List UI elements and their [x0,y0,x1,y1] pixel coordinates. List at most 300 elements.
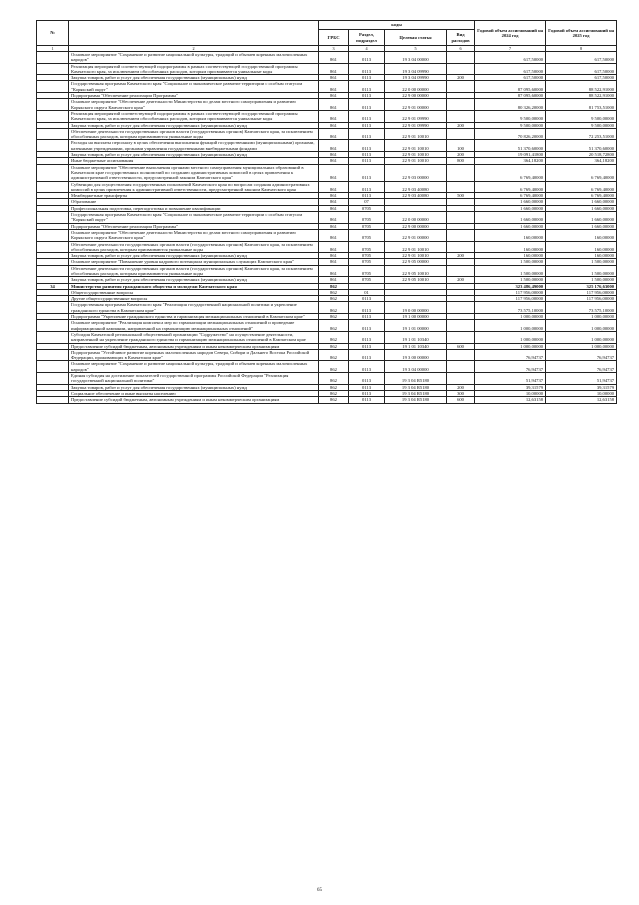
row-volume-2024: 117 956,00000 [475,296,546,302]
row-volume-2025: 1 000,00000 [546,314,617,320]
row-volume-2024: 1 000,00000 [475,331,546,343]
row-grbs: 861 [319,199,349,205]
row-kind [447,212,475,224]
row-volume-2025: 51 370,60000 [546,140,617,152]
table-row [37,99,617,111]
row-name: Основное мероприятие "Повышение уровня кадрового потенциала муниципальных служащих Камчатского края" [69,259,319,265]
row-section: 0113 [349,99,385,111]
row-volume-2025: 1 500,00000 [546,259,617,265]
row-kind [447,164,475,181]
table-row [37,212,617,224]
row-name: Реализация мероприятий соответствующей подпрограммы в рамках соответствующей государственной программы Камчатского края, за исключением обособленных расходов, которым присваиваются уникальные коды [69,110,319,122]
row-number [37,81,69,93]
row-name: Подпрограмма "Обеспечение реализации Программы" [69,223,319,229]
row-target: 22 9 01 09990 [385,122,447,128]
row-grbs: 861 [319,52,349,64]
table-row [37,229,617,241]
row-volume-2024: 6 769,40000 [475,193,546,199]
header-target: Целевая статья [385,30,447,46]
row-kind [447,99,475,111]
row-volume-2024: 1 500,00000 [475,259,546,265]
table-row [37,397,617,403]
row-section: 0113 [349,152,385,158]
row-volume-2024: 117 956,00000 [475,289,546,295]
row-volume-2025: 1 000,00000 [546,320,617,332]
row-section: 0113 [349,320,385,332]
column-number: 4 [349,46,385,52]
row-volume-2024: 1 000,00000 [475,320,546,332]
row-target: 22 9 01 09990 [385,110,447,122]
row-volume-2025: 617,50000 [546,52,617,64]
row-target: 19 1 01 10340 [385,343,447,349]
row-name: Общегосударственные вопросы [69,289,319,295]
row-section: 0113 [349,140,385,152]
row-name: Предоставление субсидий бюджетным, автономным учреждениям и иным некоммерческим организациям [69,397,319,403]
row-volume-2024: 1 500,00000 [475,277,546,283]
row-section: 0113 [349,52,385,64]
row-name: Закупка товаров, работ и услуг для обеспечения государственных (муниципальных) нужд [69,122,319,128]
table-row [37,128,617,140]
row-name: Основное мероприятие "Обеспечение деятельности Министерства по делам местного самоуправления и развитию Корякского округа Камчатского края" [69,229,319,241]
row-name: Основное мероприятие "Обеспечение выполнения органами местного самоуправления муниципальных образований в Камчатском крае государственных полномочий по созданию административных комиссий в целях привлечения к административной ответственности, предусмотренной законом Камчатского края" [69,164,319,181]
row-name: Подпрограмма "Укрепление гражданского единства и гармонизация межнациональных отношений в Камчатском крае" [69,314,319,320]
row-target: 19 3 00 00000 [385,349,447,361]
row-section: 0705 [349,241,385,253]
row-section: 0113 [349,158,385,164]
row-target: 19 3 04 00000 [385,361,447,373]
row-kind: 200 [447,253,475,259]
row-target: 22 9 03 40080 [385,181,447,193]
row-kind [447,110,475,122]
row-grbs: 861 [319,110,349,122]
row-section: 0113 [349,63,385,75]
row-target: 19 1 01 00000 [385,320,447,332]
header-kind: Вид расходов [447,30,475,46]
row-name: Основное мероприятие "Реализация комплекса мер по гармонизации межнациональных отношений и проведение информационной кампании, направленной на гармонизацию межнациональных отношений" [69,320,319,332]
row-section: 0705 [349,205,385,211]
row-kind: 200 [447,122,475,128]
row-section: 0705 [349,229,385,241]
row-grbs: 861 [319,140,349,152]
row-section: 0113 [349,181,385,193]
row-kind: 300 [447,390,475,396]
row-volume-2024: 87 095,60000 [475,93,546,99]
row-volume-2025: 1 000,00000 [546,331,617,343]
row-name: Другие общегосударственные вопросы [69,296,319,302]
row-number [37,302,69,314]
row-grbs: 861 [319,277,349,283]
row-target: 22 9 05 00000 [385,259,447,265]
table-header [37,21,617,52]
row-volume-2024: 6 769,40000 [475,164,546,181]
row-kind [447,128,475,140]
row-section: 0113 [349,384,385,390]
row-kind: 500 [447,193,475,199]
row-volume-2025: 81 753,51000 [546,99,617,111]
row-grbs: 861 [319,241,349,253]
row-number [37,164,69,181]
row-name: Закупка товаров, работ и услуг для обеспечения государственных (муниципальных) нужд [69,277,319,283]
table-row [37,320,617,332]
row-volume-2025: 72 253,51000 [546,128,617,140]
row-kind [447,302,475,314]
row-number [37,63,69,75]
row-target: 22 9 01 10010 [385,241,447,253]
page-number: 65 [317,888,322,893]
row-name: Основное мероприятие "Сохранение и развитие национальной культуры, традиций и обычаев коренных малочисленных народов" [69,52,319,64]
row-grbs: 861 [319,212,349,224]
row-volume-2025: 9 500,00000 [546,122,617,128]
row-volume-2024: 80 326,20000 [475,99,546,111]
row-grbs: 861 [319,229,349,241]
row-section: 0113 [349,81,385,93]
row-number [37,52,69,64]
row-kind: 600 [447,397,475,403]
row-number [37,265,69,277]
row-section: 0705 [349,223,385,229]
row-number [37,373,69,385]
row-target: 22 9 05 10010 [385,277,447,283]
row-target: 22 9 05 10010 [385,265,447,277]
row-target: 22 9 03 40080 [385,193,447,199]
row-target: 22 9 00 00000 [385,93,447,99]
row-kind: 600 [447,343,475,349]
row-grbs: 861 [319,181,349,193]
row-kind [447,81,475,93]
row-grbs: 862 [319,296,349,302]
row-volume-2025: 6 769,40000 [546,193,617,199]
row-number [37,140,69,152]
row-volume-2025: 76,94737 [546,361,617,373]
row-kind [447,52,475,64]
row-target: 22 0 00 00000 [385,81,447,93]
row-volume-2025: 1 660,00000 [546,223,617,229]
row-name: Основное мероприятие "Сохранение и развитие национальной культуры, традиций и обычаев коренных малочисленных народов" [69,361,319,373]
row-name: Закупка товаров, работ и услуг для обеспечения государственных (муниципальных) нужд [69,384,319,390]
row-name: Реализация мероприятий соответствующей подпрограммы в рамках соответствующей государственной программы Камчатского края, за исключением обособленных расходов, которым присваиваются уникальные коды [69,63,319,75]
row-volume-2025: 160,00000 [546,253,617,259]
row-volume-2024: 10,00000 [475,390,546,396]
row-target: 19 3 04 R5180 [385,390,447,396]
row-volume-2025: 6 769,40000 [546,181,617,193]
table-row [37,361,617,373]
row-kind [447,331,475,343]
row-section: 0113 [349,122,385,128]
row-section: 0113 [349,110,385,122]
row-name: Государственная программа Камчатского края "Социальное и экономическое развитие территории с особым статусом "Корякский округ" [69,212,319,224]
row-section: 0705 [349,212,385,224]
row-target: 22 9 01 00000 [385,99,447,111]
table-row [37,52,617,64]
row-number [37,397,69,403]
row-volume-2025: 1 000,00000 [546,343,617,349]
row-volume-2024: 1 660,00000 [475,205,546,211]
row-kind: 200 [447,75,475,81]
row-grbs: 861 [319,259,349,265]
row-kind: 200 [447,152,475,158]
row-volume-2024: 617,50000 [475,75,546,81]
row-section: 0113 [349,302,385,314]
row-kind: 200 [447,384,475,390]
row-kind [447,265,475,277]
row-volume-2025: 6 769,40000 [546,164,617,181]
table-row [37,331,617,343]
row-volume-2025: 617,50000 [546,75,617,81]
row-volume-2024: 9 500,00000 [475,110,546,122]
row-section: 0113 [349,93,385,99]
table-body [37,52,617,404]
row-volume-2024: 1 660,00000 [475,212,546,224]
row-name: Обеспечение деятельности государственных органов власти (государственных органов) Камчатского края, за исключением обособленных расходов, которым присваиваются уникальные коды [69,241,319,253]
row-name: Образование [69,199,319,205]
row-volume-2025: 39,31579 [546,384,617,390]
row-target: 19 3 04 00000 [385,52,447,64]
row-grbs: 862 [319,343,349,349]
row-volume-2025: 76,94737 [546,349,617,361]
row-volume-2024: 1 660,00000 [475,223,546,229]
row-volume-2025: 160,00000 [546,229,617,241]
row-grbs: 861 [319,223,349,229]
row-volume-2024: 76,94737 [475,349,546,361]
table-row [37,181,617,193]
row-grbs: 862 [319,283,349,289]
row-number [37,229,69,241]
row-number [37,110,69,122]
table-row [37,110,617,122]
column-number: 1 [37,46,69,52]
row-volume-2024: 160,00000 [475,241,546,253]
row-section: 0113 [349,349,385,361]
row-volume-2025: 117 956,00000 [546,296,617,302]
row-target: 19 3 04 09990 [385,63,447,75]
row-kind [447,229,475,241]
row-target: 19 1 00 00000 [385,314,447,320]
row-grbs: 861 [319,253,349,259]
row-number [37,99,69,111]
row-volume-2024: 1 660,00000 [475,199,546,205]
row-section: 0705 [349,265,385,277]
row-section: 0705 [349,253,385,259]
budget-table [36,20,617,404]
row-name: Обеспечение деятельности государственных органов власти (государственных органов) Камчатского края, за исключением обособленных расходов, которым присваиваются уникальные коды [69,128,319,140]
row-target: 22 0 00 00000 [385,212,447,224]
row-section: 0113 [349,164,385,181]
row-section: 0113 [349,343,385,349]
row-number: 34 [37,283,69,289]
row-section: 0113 [349,128,385,140]
row-number [37,128,69,140]
row-name: Обеспечение деятельности государственных органов власти (государственных органов) Камчатского края, за исключением обособленных расходов, которым присваиваются уникальные коды [69,265,319,277]
budget-table-sheet [36,20,616,404]
row-volume-2024: 6 769,40000 [475,181,546,193]
header-name [69,21,319,46]
row-number [37,181,69,193]
row-section: 01 [349,289,385,295]
row-section: 0705 [349,259,385,265]
row-section: 0705 [349,277,385,283]
row-name: Основное мероприятие "Обеспечение деятельности Министерства по делам местного самоуправления и развитию Корякского округа Камчатского края" [69,99,319,111]
column-number: 3 [319,46,349,52]
row-section: 0113 [349,331,385,343]
row-kind [447,361,475,373]
row-volume-2024: 617,50000 [475,52,546,64]
row-number [37,212,69,224]
header-codes: коды [319,21,475,30]
row-volume-2025: 617,50000 [546,63,617,75]
row-volume-2024: 1 500,00000 [475,265,546,277]
row-target: 22 9 01 10010 [385,253,447,259]
row-grbs: 861 [319,75,349,81]
row-grbs: 861 [319,265,349,277]
row-volume-2025: 88 522,91000 [546,93,617,99]
row-kind [447,181,475,193]
header-volume-2025: Годовой объем ассигнований на 2025 год [546,21,617,46]
row-volume-2025: 1 660,00000 [546,199,617,205]
row-name: Государственная программа Камчатского края "Реализация государственной национальной политики и укрепление гражданского единства в Камчатском крае" [69,302,319,314]
column-number: 2 [69,46,319,52]
row-volume-2024: 9 500,00000 [475,122,546,128]
row-number [37,361,69,373]
header-grbs: ГРБС [319,30,349,46]
row-target: 19 1 01 10340 [385,331,447,343]
row-volume-2025: 1 500,00000 [546,277,617,283]
row-kind [447,241,475,253]
row-volume-2025: 51,94737 [546,373,617,385]
row-volume-2025: 9 500,00000 [546,110,617,122]
row-name: Государственная программа Камчатского края "Социальное и экономическое развитие территории с особым статусом "Корякский округ" [69,81,319,93]
row-section: 0113 [349,390,385,396]
row-volume-2025: 117 956,00000 [546,289,617,295]
table-row [37,373,617,385]
table-row [37,302,617,314]
row-grbs: 862 [319,314,349,320]
row-volume-2024: 160,00000 [475,253,546,259]
row-target: 22 9 03 00000 [385,164,447,181]
row-name: Субсидия Камчатской региональной общественной организации "Содружество" на осуществление деятельности, направленной на укрепление гражданского единства и гармонизацию межнациональных отношений в Камчатском крае [69,331,319,343]
row-grbs: 862 [319,331,349,343]
row-grbs: 861 [319,152,349,158]
row-grbs: 862 [319,302,349,314]
header-volume-2024: Годовой объем ассигнований на 2024 год [475,21,546,46]
row-name: Закупка товаров, работ и услуг для обеспечения государственных (муниципальных) нужд [69,253,319,259]
row-volume-2024: 87 095,60000 [475,81,546,93]
table-row [37,265,617,277]
row-grbs: 861 [319,81,349,93]
row-grbs: 861 [319,193,349,199]
row-name: Подпрограмма "Устойчивое развитие коренных малочисленных народов Севера, Сибири и Дальнего Востока Российской Федерации, проживающих в Камчатском крае" [69,349,319,361]
row-section: 0113 [349,193,385,199]
row-volume-2024: 617,50000 [475,63,546,75]
row-grbs: 861 [319,93,349,99]
row-grbs: 862 [319,397,349,403]
row-volume-2024: 12,63158 [475,397,546,403]
row-kind [447,373,475,385]
row-number [37,320,69,332]
table-row [37,63,617,75]
row-target: 22 9 01 10010 [385,152,447,158]
row-kind [447,320,475,332]
row-section: 0113 [349,314,385,320]
row-target: 19 3 04 09990 [385,75,447,81]
row-volume-2025: 1 660,00000 [546,205,617,211]
row-volume-2025: 364,18200 [546,158,617,164]
row-section: 0113 [349,75,385,81]
row-volume-2024: 1 000,00000 [475,314,546,320]
row-volume-2024: 160,00000 [475,229,546,241]
column-number: 7 [475,46,546,52]
row-volume-2025: 20 518,72800 [546,152,617,158]
row-name: Единая субсидия на достижение показателей государственной программы Российской Федерации "Реализация государственной национальной политики" [69,373,319,385]
row-volume-2024: 73 575,10000 [475,302,546,314]
row-grbs: 862 [319,373,349,385]
row-number [37,241,69,253]
row-volume-2025: 10,00000 [546,390,617,396]
row-volume-2024: 323 486,49000 [475,283,546,289]
row-name: Министерство развития гражданского общества и молодежи Камчатского края [69,283,319,289]
row-name: Подпрограмма "Обеспечение реализации Программы" [69,93,319,99]
row-target: 22 9 01 00000 [385,229,447,241]
row-volume-2025: 325 176,63000 [546,283,617,289]
row-grbs: 862 [319,390,349,396]
header-section: Раздел, подраздел [349,30,385,46]
row-grbs: 861 [319,164,349,181]
row-kind: 200 [447,277,475,283]
row-name: Профессиональная подготовка, переподготовка и повышение квалификации [69,205,319,211]
row-kind [447,349,475,361]
row-grbs: 861 [319,158,349,164]
row-grbs: 861 [319,122,349,128]
row-number [37,331,69,343]
row-name: Иные бюджетные ассигнования [69,158,319,164]
row-volume-2024: 1 000,00000 [475,343,546,349]
row-section: 07 [349,199,385,205]
column-number: 6 [447,46,475,52]
row-name: Закупка товаров, работ и услуг для обеспечения государственных (муниципальных) нужд [69,75,319,81]
row-target: 22 9 01 10010 [385,140,447,152]
row-target: 19 3 04 R5180 [385,384,447,390]
row-kind: 100 [447,140,475,152]
row-volume-2024: 51,94737 [475,373,546,385]
row-volume-2024: 39,31579 [475,384,546,390]
row-grbs: 861 [319,205,349,211]
row-target: 19 3 04 R5180 [385,373,447,385]
row-name: Закупка товаров, работ и услуг для обеспечения государственных (муниципальных) нужд [69,152,319,158]
row-name: Межбюджетные трансферты [69,193,319,199]
row-target: 22 9 01 10010 [385,128,447,140]
row-volume-2025: 73 575,10000 [546,302,617,314]
table-row [37,164,617,181]
row-grbs: 861 [319,63,349,75]
row-section: 0113 [349,361,385,373]
header-number: № [37,21,69,46]
table-row [37,140,617,152]
row-volume-2024: 70 826,20000 [475,128,546,140]
row-section: 0113 [349,397,385,403]
row-section: 0113 [349,296,385,302]
table-row [37,81,617,93]
column-number: 8 [546,46,617,52]
row-name: Социальное обеспечение и иные выплаты населению [69,390,319,396]
row-volume-2024: 19 091,41800 [475,152,546,158]
row-grbs: 861 [319,128,349,140]
row-volume-2025: 1 500,00000 [546,265,617,277]
row-grbs: 862 [319,384,349,390]
row-kind: 800 [447,158,475,164]
row-grbs: 862 [319,361,349,373]
row-target: 19 0 00 00000 [385,302,447,314]
row-target: 19 3 04 R5180 [385,397,447,403]
row-volume-2025: 88 522,91000 [546,81,617,93]
